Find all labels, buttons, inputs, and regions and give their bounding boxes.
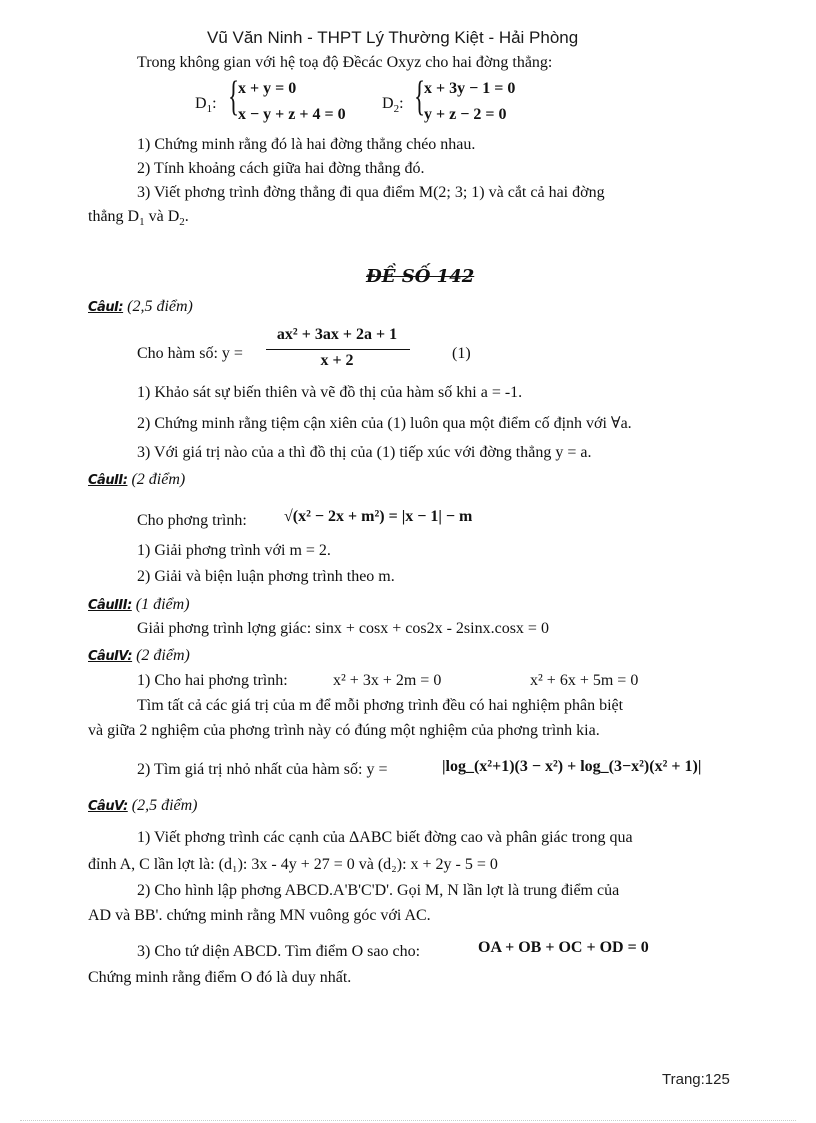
page-number: 125 bbox=[704, 1071, 730, 1088]
d2-eq2: y + z − 2 = 0 bbox=[424, 106, 507, 123]
cau4-points: (2 điểm) bbox=[136, 647, 190, 664]
d1-brace: { bbox=[228, 74, 240, 120]
cau1-denominator: x + 2 bbox=[320, 352, 354, 369]
cau1-points: (2,5 điểm) bbox=[127, 298, 193, 315]
cau4-item1: 1) Cho hai phơng trình: bbox=[137, 672, 288, 689]
cau4-item2: 2) Tìm giá trị nhỏ nhất của hàm số: y = bbox=[137, 761, 388, 778]
cau1-heading bbox=[88, 296, 193, 318]
cau5-item1b: đỉnh A, C lần lợt là: (d₁): 3x - 4y + 27 = 0 và (d₂): x + 2y - 5 = 0 bbox=[88, 856, 498, 873]
cau4-item2-expr: |log_(x²+1)(3 − x²) + log_(3−x²)(x² + 1)| bbox=[442, 758, 702, 775]
cau2-equation: √(x² − 2x + m²) = |x − 1| − m bbox=[284, 508, 473, 525]
intro-q3a: 3) Viết phơng trình đờng thẳng đi qua điểm M(2; 3; 1) và cắt cả hai đờng bbox=[137, 184, 605, 201]
cau5-heading bbox=[88, 795, 198, 817]
cau3-text: Giải phơng trình lợng giác: sinx + cosx + cos2x - 2sinx.cosx = 0 bbox=[137, 620, 549, 637]
cau1-fraction-bar bbox=[266, 349, 410, 350]
cau4-eq1: x² + 3x + 2m = 0 bbox=[333, 672, 442, 689]
page-footer bbox=[662, 1071, 730, 1088]
cau2-points: (2 điểm) bbox=[131, 471, 186, 488]
cau5-item1a: 1) Viết phơng trình các cạnh của ΔABC biết đờng cao và phân giác trong qua bbox=[137, 829, 633, 846]
d2-brace: { bbox=[414, 74, 426, 120]
cau1-item3: 3) Với giá trị nào của a thì đồ thị của (1) tiếp xúc với đờng thẳng y = a. bbox=[137, 444, 592, 461]
cau4-item1c: và giữa 2 nghiệm của phơng trình này có đúng một nghiệm của phơng trình kia. bbox=[88, 722, 600, 739]
intro-q2: 2) Tính khoảng cách giữa hai đờng thẳng đó. bbox=[137, 160, 425, 177]
intro-q3b: thẳng $D_1$ và $D_2$. bbox=[88, 208, 189, 229]
cau4-label: CâuIV: bbox=[88, 649, 133, 664]
cau2-item1: 1) Giải phơng trình với m = 2. bbox=[137, 542, 331, 559]
d2-eq1: x + 3y − 1 = 0 bbox=[424, 80, 516, 97]
cau1-intro: Cho hàm số: y = bbox=[137, 345, 243, 362]
page-header: Vũ Văn Ninh - THPT Lý Thường Kiệt - Hải Phòng bbox=[207, 28, 579, 47]
cau3-label: CâuIII: bbox=[88, 598, 132, 613]
intro-q1: 1) Chứng minh rằng đó là hai đờng thẳng chéo nhau. bbox=[137, 136, 476, 153]
cau5-label: CâuV: bbox=[88, 799, 128, 814]
cau2-intro: Cho phơng trình: bbox=[137, 512, 247, 529]
cau1-numerator: ax² + 3ax + 2a + 1 bbox=[276, 326, 398, 343]
cau4-eq2: x² + 6x + 5m = 0 bbox=[530, 672, 639, 689]
cau2-heading bbox=[88, 469, 185, 491]
cau5-points: (2,5 điểm) bbox=[131, 797, 198, 814]
cau5-item3b: Chứng minh rằng điểm O đó là duy nhất. bbox=[88, 969, 352, 986]
cau5-item3-expr: OA + OB + OC + OD = 0 bbox=[478, 939, 649, 956]
cau5-item3a: 3) Cho tứ diện ABCD. Tìm điểm O sao cho: bbox=[137, 943, 421, 960]
d1-eq2: x − y + z + 4 = 0 bbox=[238, 106, 346, 123]
cau1-tag: (1) bbox=[452, 345, 471, 362]
cau3-points: (1 điểm) bbox=[135, 596, 190, 613]
cau5-item2a: 2) Cho hình lập phơng ABCD.A'B'C'D'. Gọi M, N lần lợt là trung điểm của bbox=[137, 882, 620, 899]
cau1-label: CâuI: bbox=[88, 300, 124, 315]
cau5-item2b: AD và BB'. chứng minh rằng MN vuông góc với AC. bbox=[88, 907, 431, 924]
cau3-heading bbox=[88, 594, 190, 616]
cau4-item1b: Tìm tất cả các giá trị của m để mỗi phơng trình đều có hai nghiệm phân biệt bbox=[137, 697, 624, 714]
cau2-label: CâuII: bbox=[88, 473, 128, 488]
intro-line: Trong không gian với hệ toạ độ Đềcác Oxyz cho hai đờng thẳng: bbox=[137, 54, 553, 71]
d1-eq1: x + y = 0 bbox=[238, 80, 297, 97]
cau1-item2: 2) Chứng minh rằng tiệm cận xiên của (1) luôn qua một điểm cố định với ∀a. bbox=[137, 415, 632, 432]
bottom-dotted-rule bbox=[20, 1120, 796, 1121]
cau2-item2: 2) Giải và biện luận phơng trình theo m. bbox=[137, 568, 395, 585]
cau1-item1: 1) Khảo sát sự biến thiên và vẽ đồ thị của hàm số khi a = -1. bbox=[137, 384, 523, 401]
page-label: Trang: bbox=[662, 1071, 705, 1088]
d2-label: $D_2$: bbox=[382, 95, 404, 116]
d1-label: $D_1$: bbox=[195, 95, 217, 116]
cau4-heading bbox=[88, 645, 190, 667]
de-title: ĐỀ SỐ 142 bbox=[366, 266, 475, 287]
